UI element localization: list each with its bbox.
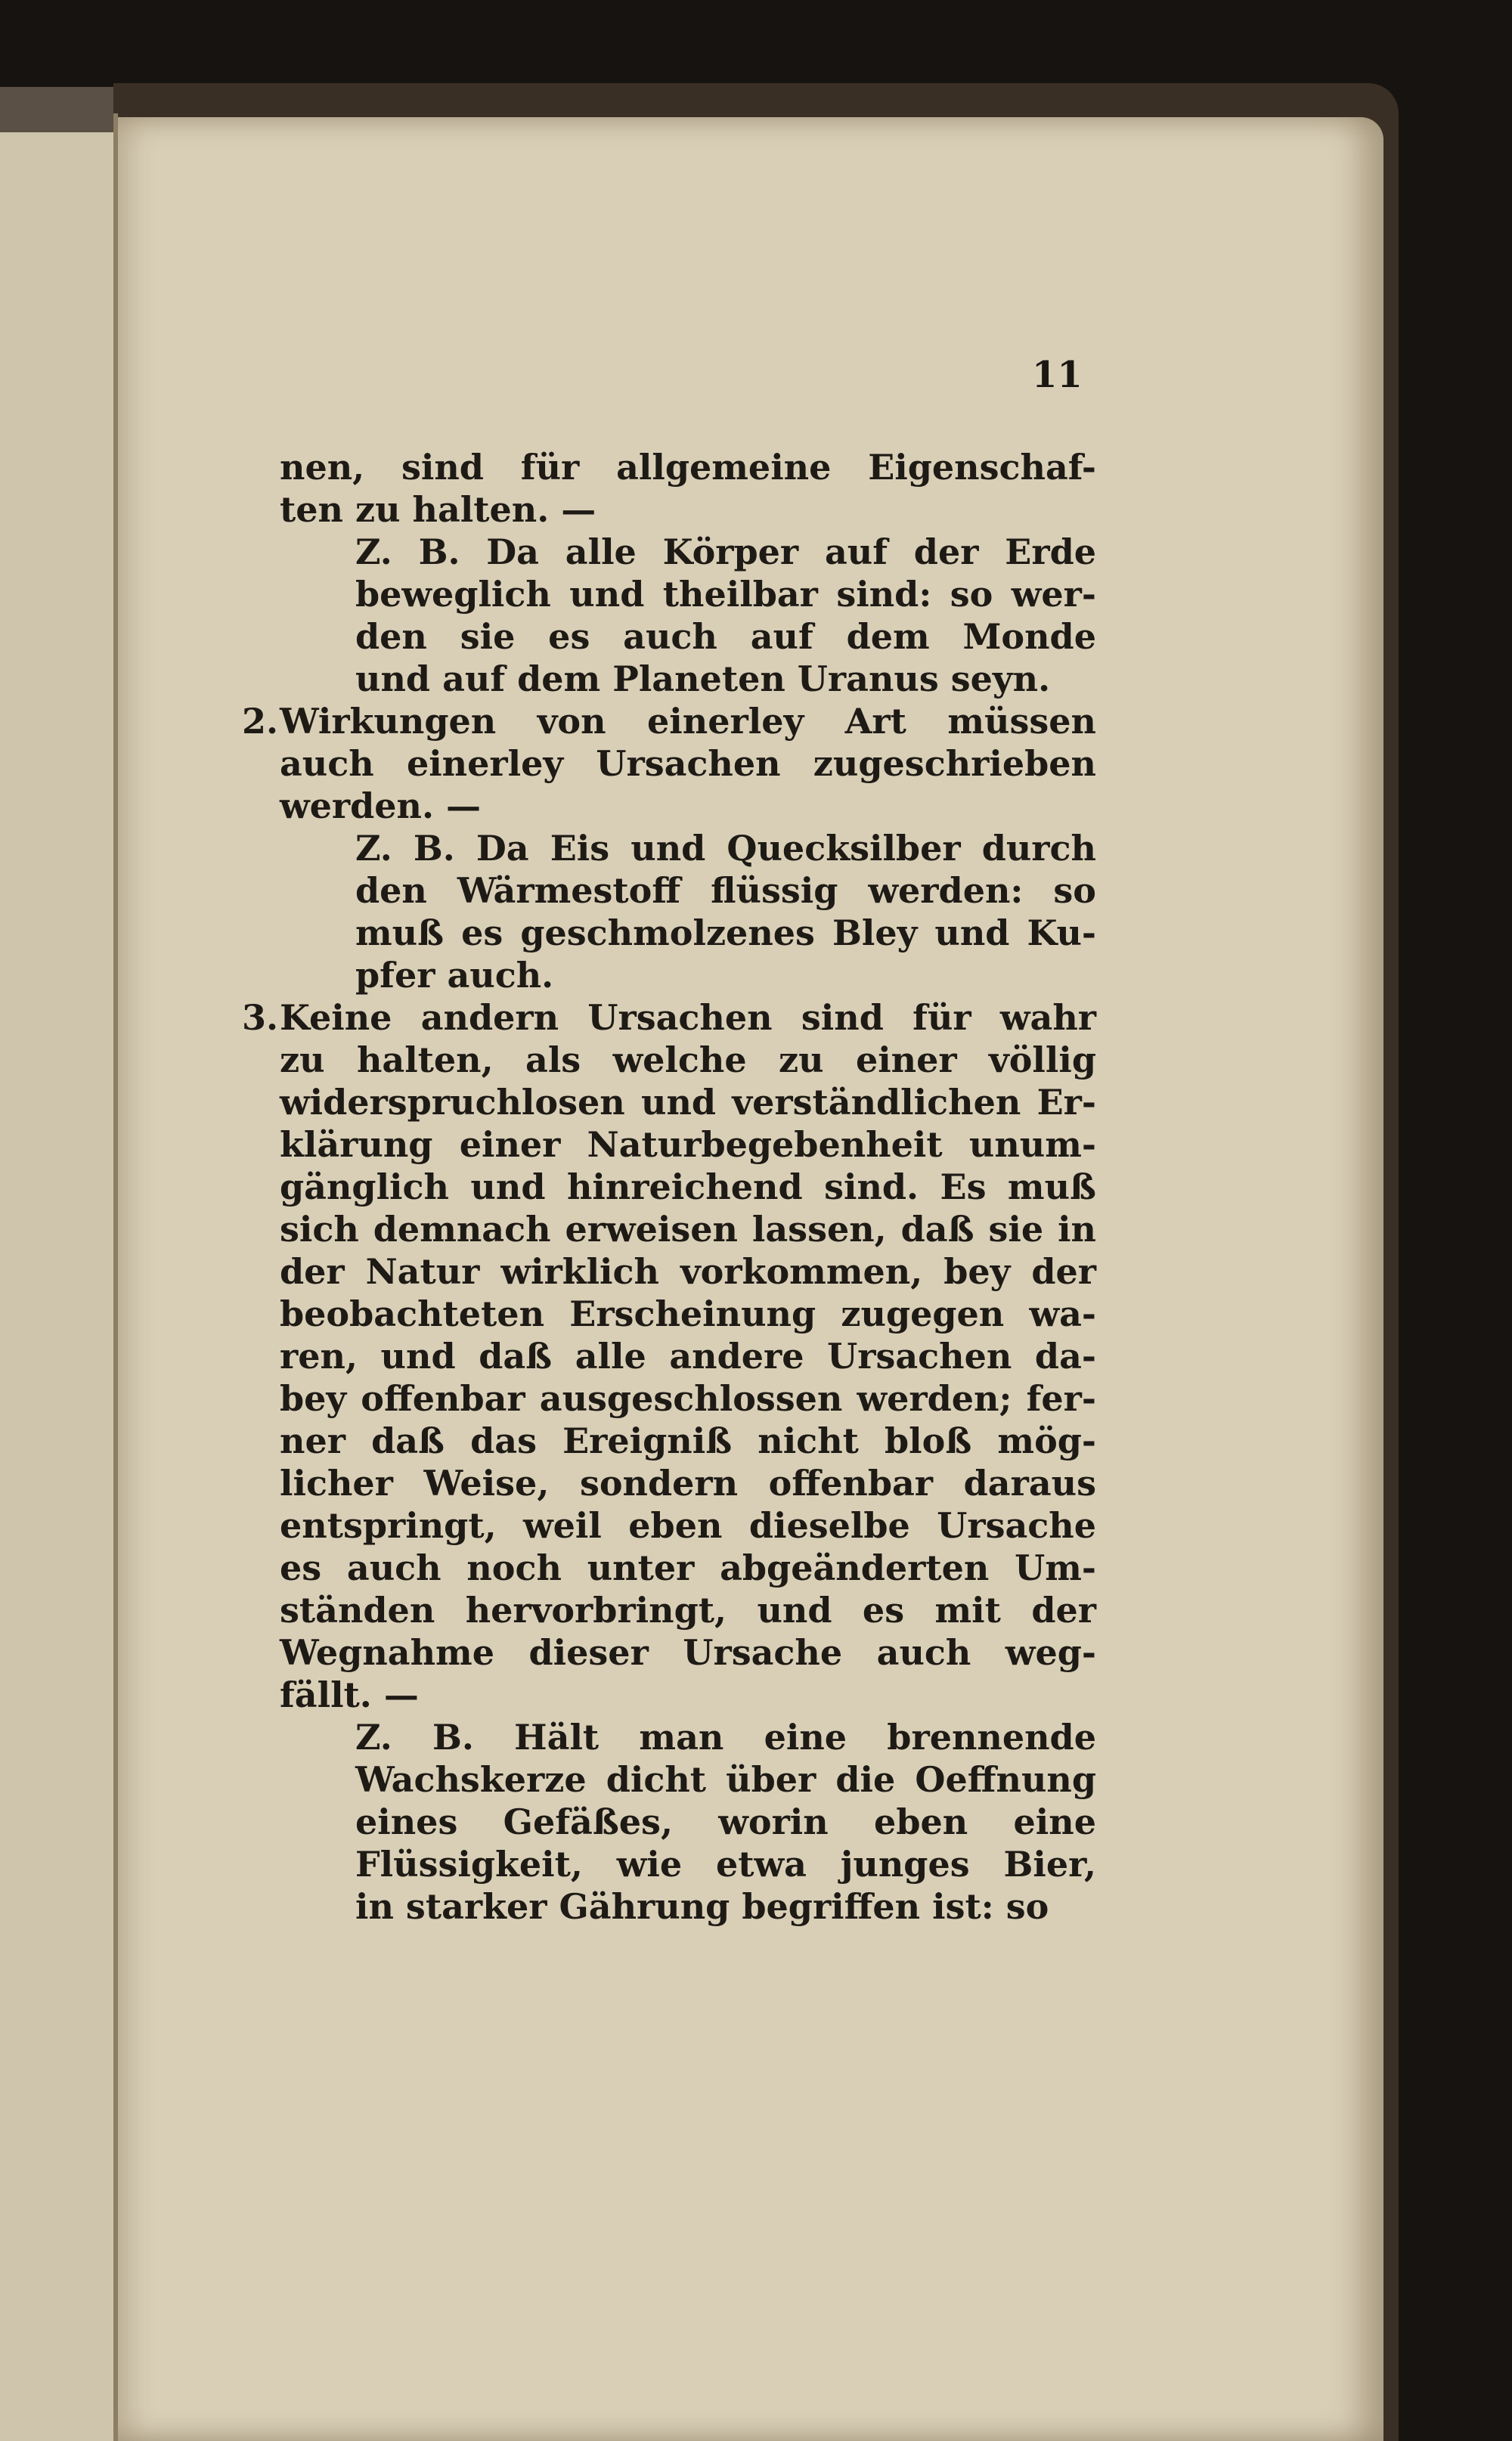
text-line xyxy=(280,1843,1096,1885)
text-line xyxy=(280,658,1096,700)
text-line xyxy=(280,1039,1096,1081)
line-text: ner daß das Ereigniß nicht bloß mög- xyxy=(280,1420,1096,1461)
text-line xyxy=(280,785,1096,827)
text-line xyxy=(280,1250,1096,1293)
text-line xyxy=(242,996,1096,1039)
line-text: den sie es auch auf dem Monde xyxy=(355,616,1096,657)
text-line xyxy=(280,742,1096,785)
line-text: beobachteten Erscheinung zugegen wa- xyxy=(280,1293,1096,1334)
line-text: eines Gefäßes, worin eben eine xyxy=(355,1801,1096,1842)
list-number: 3. xyxy=(242,997,279,1038)
text-line xyxy=(280,1335,1096,1377)
line-text: gänglich und hinreichend sind. Es muß xyxy=(280,1166,1096,1207)
page-edge-shadow xyxy=(0,87,113,132)
text-line xyxy=(242,700,1096,742)
text-line xyxy=(280,531,1096,573)
text-line xyxy=(280,1208,1096,1250)
page-text xyxy=(242,446,1096,1928)
line-text: werden. — xyxy=(280,785,482,826)
text-line xyxy=(280,1462,1096,1504)
text-line xyxy=(280,1377,1096,1420)
line-text: es auch noch unter abgeänderten Um- xyxy=(280,1547,1096,1588)
line-text: entspringt, weil eben dieselbe Ursache xyxy=(280,1505,1096,1546)
line-text: auch einerley Ursachen zugeschrieben xyxy=(280,743,1096,784)
text-line xyxy=(280,446,1096,488)
line-text: beweglich und theilbar sind: so wer- xyxy=(355,574,1096,615)
line-text: klärung einer Naturbegebenheit unum- xyxy=(280,1124,1096,1165)
text-line xyxy=(280,1081,1096,1123)
text-line xyxy=(280,1801,1096,1843)
line-text: Z. B. Da alle Körper auf der Erde xyxy=(355,531,1096,572)
line-text: zu halten, als welche zu einer völlig xyxy=(280,1039,1096,1080)
text-line xyxy=(280,912,1096,954)
line-text: Wachskerze dicht über die Oeffnung xyxy=(355,1759,1096,1800)
line-text: muß es geschmolzenes Bley und Ku- xyxy=(355,912,1096,953)
line-text: fällt. — xyxy=(280,1674,419,1715)
text-line xyxy=(280,1589,1096,1631)
line-text: und auf dem Planeten Uranus seyn. xyxy=(355,658,1051,699)
text-line xyxy=(280,1504,1096,1547)
line-text: widerspruchlosen und verständlichen Er- xyxy=(280,1082,1096,1123)
text-line xyxy=(280,1885,1096,1928)
line-text: Flüssigkeit, wie etwa junges Bier, xyxy=(355,1844,1096,1885)
text-line xyxy=(280,1547,1096,1589)
line-text: ren, und daß alle andere Ursachen da- xyxy=(280,1336,1096,1377)
text-line xyxy=(280,954,1096,996)
text-line xyxy=(280,1631,1096,1674)
line-text: pfer auch. xyxy=(355,955,554,996)
line-text: Wegnahme dieser Ursache auch weg- xyxy=(280,1632,1096,1673)
line-text: licher Weise, sondern offenbar daraus xyxy=(280,1463,1096,1504)
line-text: Keine andern Ursachen sind für wahr xyxy=(280,997,1096,1038)
text-line xyxy=(280,827,1096,869)
page-gutter xyxy=(113,113,118,2441)
text-line xyxy=(280,615,1096,658)
line-text: in starker Gährung begriffen ist: so xyxy=(355,1886,1049,1927)
line-text: ten zu halten. — xyxy=(280,489,596,530)
line-text: Z. B. Da Eis und Quecksilber durch xyxy=(355,828,1096,869)
left-page-edge xyxy=(0,87,115,2441)
text-line xyxy=(280,869,1096,912)
line-text: sich demnach erweisen lassen, daß sie in xyxy=(280,1209,1096,1250)
line-text: den Wärmestoff flüssig werden: so xyxy=(355,870,1096,911)
line-text: Wirkungen von einerley Art müssen xyxy=(280,701,1096,742)
text-line xyxy=(280,488,1096,531)
line-text: ständen hervorbringt, und es mit der xyxy=(280,1590,1096,1631)
line-text: nen, sind für allgemeine Eigenschaf- xyxy=(280,447,1096,488)
page-number: 11 xyxy=(1032,354,1083,396)
text-line xyxy=(280,1716,1096,1758)
text-line xyxy=(280,1293,1096,1335)
list-number: 2. xyxy=(242,701,279,742)
text-line xyxy=(280,1123,1096,1166)
line-text: bey offenbar ausgeschlossen werden; fer- xyxy=(280,1378,1096,1419)
line-text: Z. B. Hält man eine brennende xyxy=(355,1717,1096,1758)
text-line xyxy=(280,1758,1096,1801)
line-text: der Natur wirklich vorkommen, bey der xyxy=(280,1251,1096,1292)
text-line xyxy=(280,1166,1096,1208)
text-line xyxy=(280,573,1096,615)
text-line xyxy=(280,1674,1096,1716)
text-line xyxy=(280,1420,1096,1462)
